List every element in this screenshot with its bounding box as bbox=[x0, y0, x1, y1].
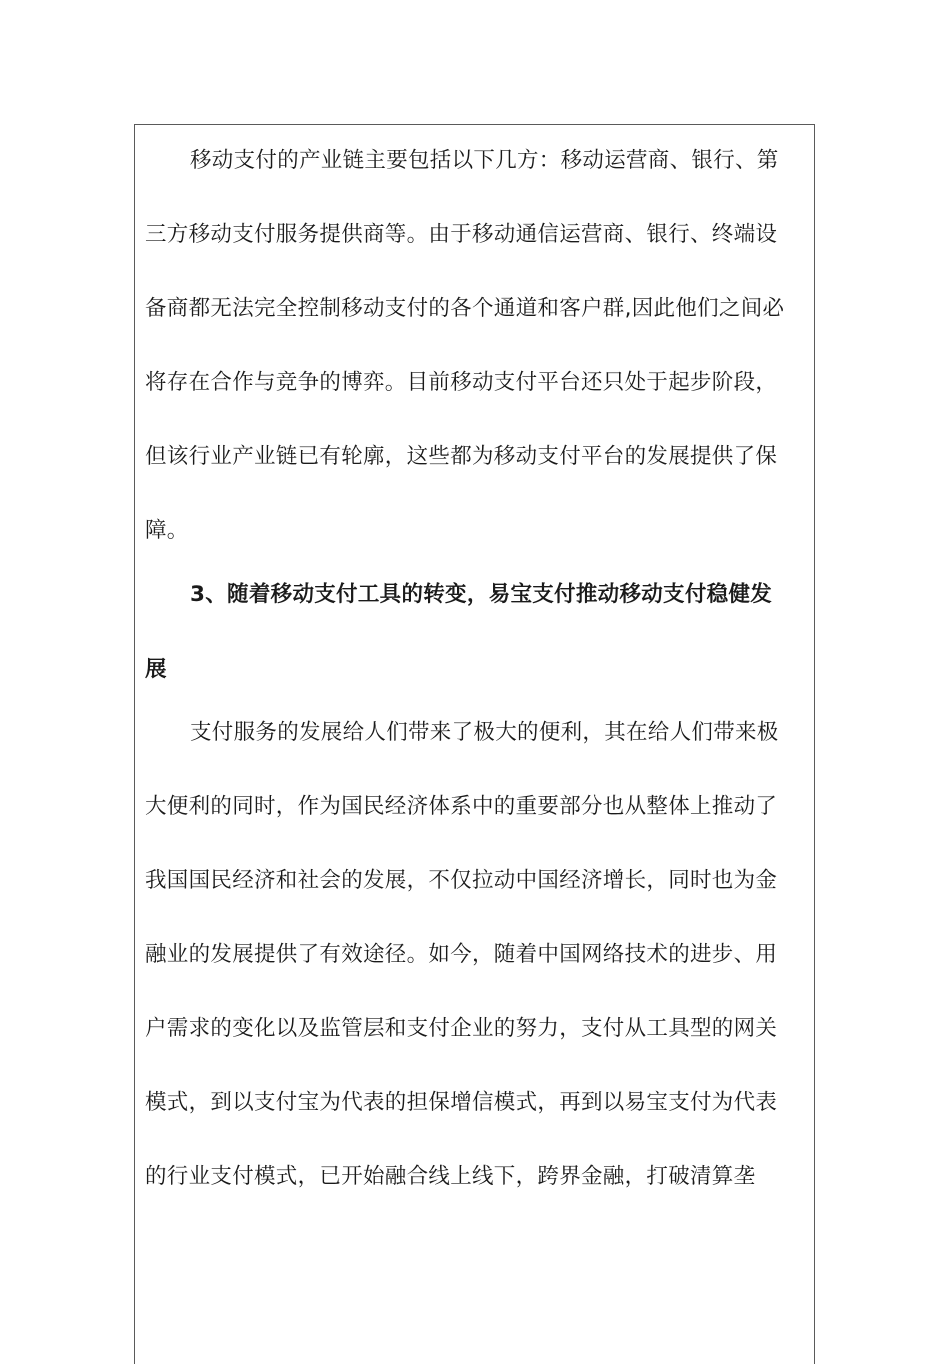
paragraph-2-line-6: 模式，到以支付宝为代表的担保增信模式，再到以易宝支付为代表 bbox=[145, 1090, 778, 1115]
paragraph-2-line-2: 大便利的同时，作为国民经济体系中的重要部分也从整体上推动了 bbox=[145, 794, 778, 819]
paragraph-2-line-3: 我国国民经济和社会的发展，不仅拉动中国经济增长，同时也为金 bbox=[145, 868, 778, 893]
paragraph-2-line-5: 户需求的变化以及监管层和支付企业的努力，支付从工具型的网关 bbox=[145, 1016, 778, 1041]
paragraph-1-line-3: 备商都无法完全控制移动支付的各个通道和客户群,因此他们之间必 bbox=[145, 296, 785, 321]
section-heading-line-1: 3、随着移动支付工具的转变，易宝支付推动移动支付稳健发 bbox=[190, 582, 773, 607]
paragraph-1-line-6: 障。 bbox=[145, 518, 189, 543]
paragraph-1-line-2: 三方移动支付服务提供商等。由于移动通信运营商、银行、终端设 bbox=[145, 222, 778, 247]
paragraph-1-line-4: 将存在合作与竞争的博弈。目前移动支付平台还只处于起步阶段， bbox=[145, 370, 778, 395]
paragraph-2-line-7: 的行业支付模式，已开始融合线上线下，跨界金融，打破清算垄 bbox=[145, 1164, 756, 1189]
paragraph-2-line-1: 支付服务的发展给人们带来了极大的便利，其在给人们带来极 bbox=[190, 720, 779, 745]
paragraph-1-line-5: 但该行业产业链已有轮廓，这些都为移动支付平台的发展提供了保 bbox=[145, 444, 778, 469]
paragraph-2-line-4: 融业的发展提供了有效途径。如今，随着中国网络技术的进步、用 bbox=[145, 942, 778, 967]
paragraph-1-line-1: 移动支付的产业链主要包括以下几方：移动运营商、银行、第 bbox=[190, 148, 779, 173]
section-heading-line-2: 展 bbox=[145, 657, 167, 682]
